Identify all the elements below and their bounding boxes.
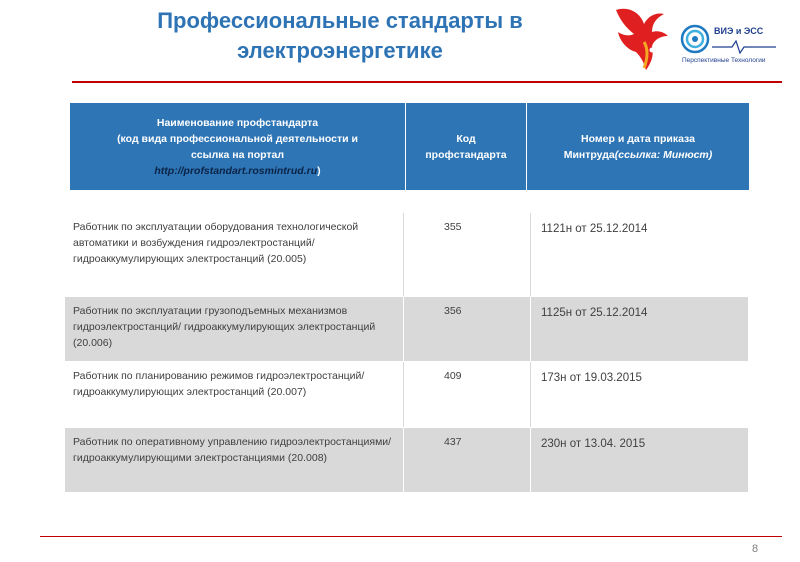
spiral-logo-icon xyxy=(680,24,710,54)
slide-title xyxy=(90,6,590,66)
slide-title-line2: электроэнергетике xyxy=(237,38,443,63)
table-row xyxy=(65,297,749,362)
table-row xyxy=(65,213,749,297)
header-order-line1: Номер и дата приказа xyxy=(581,132,695,145)
standard-code-cell: 356 xyxy=(404,297,531,361)
pulse-line-icon xyxy=(712,40,776,54)
order-cell[interactable]: 1125н от 25.12.2014 xyxy=(531,297,749,361)
header-name-line2: (код вида профессиональной деятельности и xyxy=(117,132,358,145)
order-cell[interactable]: 230н от 13.04. 2015 xyxy=(531,428,749,492)
table-row xyxy=(65,428,749,493)
standard-code-cell: 355 xyxy=(404,213,531,296)
firebird-logo-icon xyxy=(610,2,672,74)
header-standard-name xyxy=(70,103,406,190)
standard-name-cell[interactable]: Работник по эксплуатации грузоподъемных механизмов гидроэлектростанций/ гидроаккумулирующих электростанций (20.006) xyxy=(65,297,404,361)
standard-name-cell[interactable]: Работник по оперативному управлению гидроэлектростанциями/ гидроаккумулирующими электростанциями (20.008) xyxy=(65,428,404,492)
standard-name-cell[interactable]: Работник по эксплуатации оборудования технологической автоматики и возбуждения гидроэлектростанций/ гидроаккумулирующих электростанций (20.005) xyxy=(65,213,404,296)
org-logo xyxy=(678,22,778,70)
org-name: ВИЭ и ЭСС xyxy=(714,26,764,36)
header-code-line1: Код xyxy=(456,132,476,145)
table-header xyxy=(70,103,749,190)
standard-code-cell: 409 xyxy=(404,362,531,427)
top-divider xyxy=(72,81,782,83)
header-url-close: ) xyxy=(317,164,321,177)
header-standard-code xyxy=(406,103,527,190)
order-cell[interactable]: 173н от 19.03.2015 xyxy=(541,372,642,384)
minjust-link[interactable]: (ссылка: Минюст) xyxy=(614,148,713,161)
header-name-line1: Наименование профстандарта xyxy=(156,116,319,129)
page-number: 8 xyxy=(752,543,759,555)
portal-link[interactable]: http://profstandart.rosmintrud.ru xyxy=(154,164,318,177)
bottom-divider xyxy=(40,536,782,537)
table-row xyxy=(65,362,749,428)
order-cell[interactable]: 1121н от 25.12.2014 xyxy=(541,223,648,235)
header-order xyxy=(527,103,749,190)
header-order-line2: Минтруда xyxy=(563,148,615,161)
org-tagline: Перспективные Технологии xyxy=(682,57,766,64)
header-code-line2: профстандарта xyxy=(425,148,507,161)
header-name-line3: ссылка на портал xyxy=(190,148,285,161)
standard-code-cell: 437 xyxy=(404,428,531,492)
standards-table xyxy=(65,213,749,493)
standard-name-cell[interactable]: Работник по планированию режимов гидроэлектростанций/ гидроаккумулирующих электростанций (20.007) xyxy=(65,362,404,427)
slide-title-line1: Профессиональные стандарты в xyxy=(157,8,523,33)
